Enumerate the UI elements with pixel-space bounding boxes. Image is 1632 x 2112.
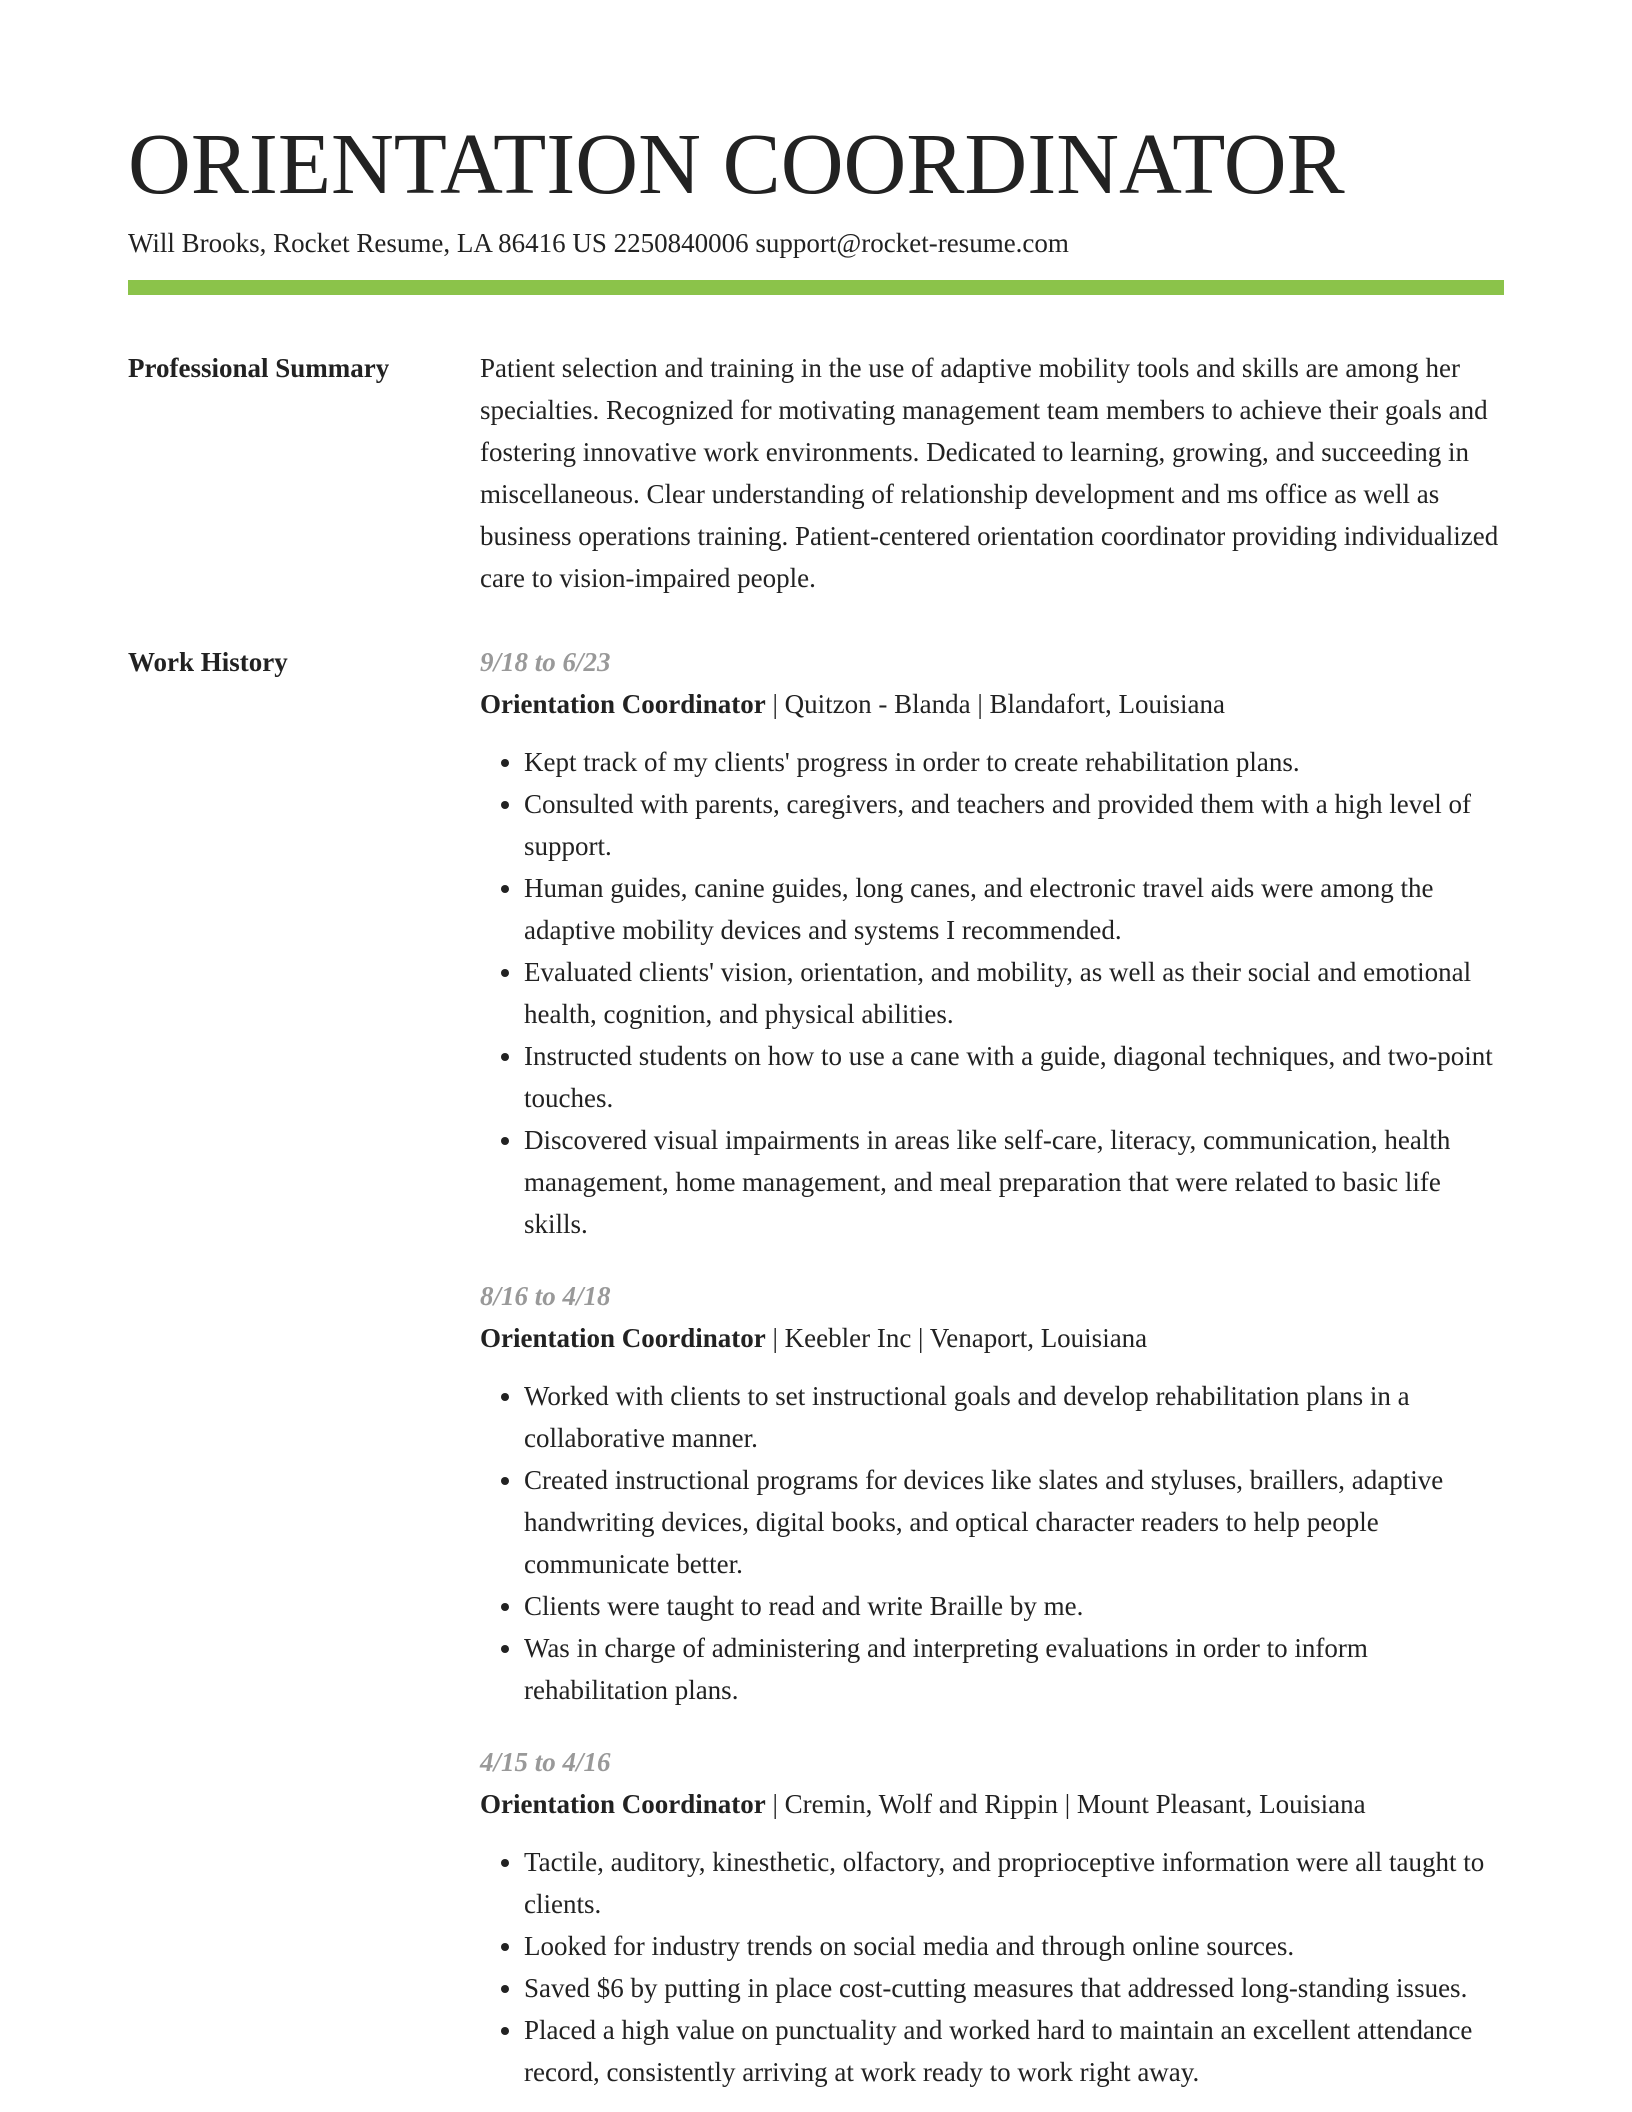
job-dates: 8/16 to 4/18 [480,1280,611,1311]
job-bullet: • Evaluated clients' vision, orientation, and mobility, as well as their social and emotional health, cognition, and physical abilities. [524,951,1504,1035]
job-bullet: • Was in charge of administering and interpreting evaluations in order to inform rehabilitation plans. [524,1627,1504,1711]
job-bullet: • Tactile, auditory, kinesthetic, olfactory, and proprioceptive information were all taught to clients. [524,1841,1504,1925]
job-title: Orientation Coordinator [480,688,766,719]
section-label-work-history: Work History [128,646,288,677]
job-details: | Cremin, Wolf and Rippin | Mount Pleasant, Louisiana [765,1788,1366,1819]
job-bullet: • Human guides, canine guides, long canes, and electronic travel aids were among the adaptive mobility devices and systems I recommended. [524,867,1504,951]
job-title: Orientation Coordinator [480,1788,766,1819]
section-label-professional-summary: Professional Summary [128,352,390,383]
job-bullet: • Instructed students on how to use a cane with a guide, diagonal techniques, and two-point touches. [524,1035,1504,1119]
contact-line: Will Brooks, Rocket Resume, LA 86416 US 2250840006 support@rocket-resume.com [128,228,1069,259]
work-history-section [128,641,1504,2093]
job-bullet: • Looked for industry trends on social media and through online sources. [524,1925,1504,1967]
job-bullet: • Placed a high value on punctuality and worked hard to maintain an excellent attendance record, consistently arriving at work ready to work right away. [524,2009,1504,2093]
job-heading [480,683,1504,725]
job-heading [480,1783,1504,1825]
job-entry [480,1741,1504,2093]
job-dates: 4/15 to 4/16 [480,1746,611,1777]
job-heading [480,1317,1504,1359]
resume-header [128,115,1504,260]
job-bullet: • Created instructional programs for devices like slates and styluses, braillers, adaptive handwriting devices, digital books, and optical character readers to help people communicate better. [524,1459,1504,1585]
job-bullet-list [480,1841,1504,2093]
resume-title: ORIENTATION COORDINATOR [128,115,1345,212]
professional-summary-text: Patient selection and training in the use of adaptive mobility tools and skills are among her specialties. Recognized for motivating management team members to achieve their goals and fostering innovative work environments. Dedicated to learning, growing, and succeeding in miscellaneous. Clear understanding of relationship development and ms office as well as business operations training. Patient-centered orientation coordinator providing individualized care to vision-impaired people. [480,352,1499,593]
job-bullet: • Clients were taught to read and write Braille by me. [524,1585,1504,1627]
job-bullet: • Saved $6 by putting in place cost-cutting measures that addressed long-standing issues. [524,1967,1504,2009]
job-bullet-list [480,1375,1504,1711]
job-entry [480,1275,1504,1711]
job-bullet: • Consulted with parents, caregivers, and teachers and provided them with a high level of support. [524,783,1504,867]
work-history-list [480,641,1504,2093]
job-title: Orientation Coordinator [480,1322,766,1353]
accent-divider [128,280,1504,295]
job-bullet: • Kept track of my clients' progress in order to create rehabilitation plans. [524,741,1504,783]
professional-summary-section [128,347,1504,599]
job-details: | Keebler Inc | Venaport, Louisiana [765,1322,1148,1353]
job-bullet: • Worked with clients to set instructional goals and develop rehabilitation plans in a collaborative manner. [524,1375,1504,1459]
job-entry [480,641,1504,1245]
job-bullet: • Discovered visual impairments in areas like self-care, literacy, communication, health management, home management, and meal preparation that were related to basic life skills. [524,1119,1504,1245]
job-details: | Quitzon - Blanda | Blandafort, Louisiana [765,688,1225,719]
job-bullet-list [480,741,1504,1245]
job-dates: 9/18 to 6/23 [480,646,611,677]
